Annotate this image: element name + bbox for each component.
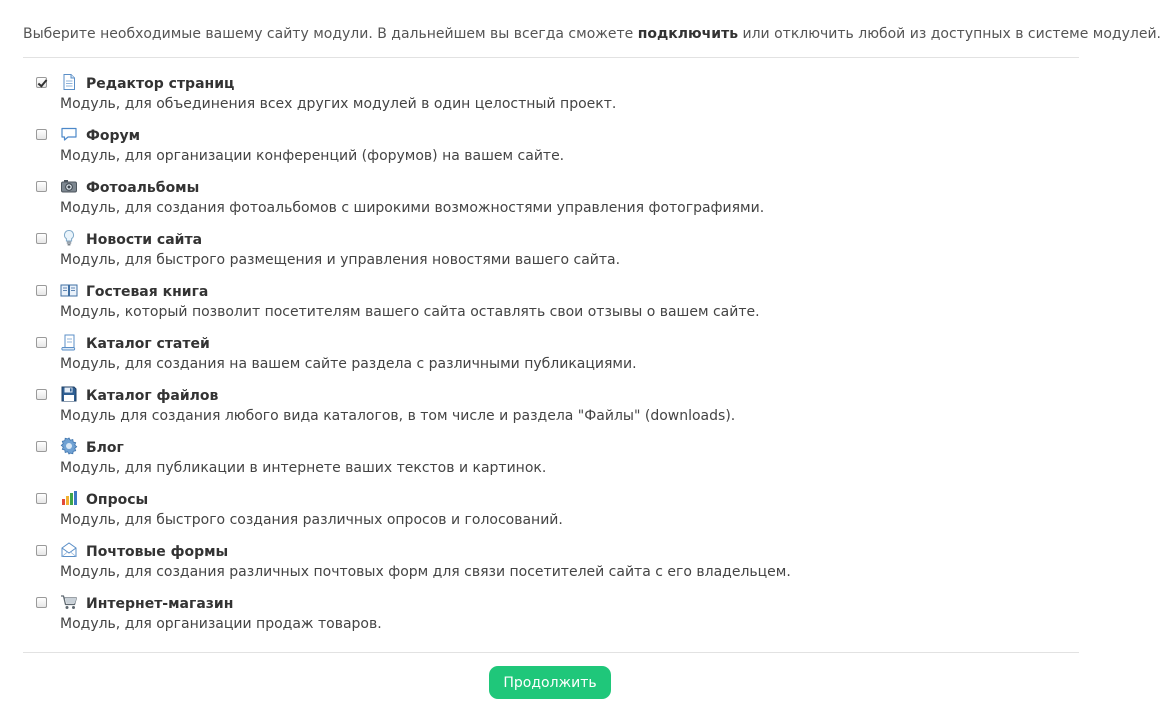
module-checkbox[interactable] (36, 181, 47, 192)
module-description: Модуль, для публикации в интернете ваших текстов и картинок. (60, 460, 547, 476)
module-checkbox[interactable] (36, 545, 47, 556)
module-description: Модуль, для быстрого создания различных опросов и голосований. (60, 512, 563, 528)
module-site-news (23, 228, 1079, 280)
module-description: Модуль, для быстрого размещения и управления новостями вашего сайта. (60, 252, 621, 268)
module-description: Модуль, для организации конференций (форумов) на вашем сайте. (60, 148, 565, 164)
module-title: Блог (86, 440, 124, 456)
intro-text-end: или отключить любой из доступных в системе модулей. (738, 26, 1161, 42)
bottom-divider (23, 652, 1079, 653)
top-divider (23, 57, 1079, 58)
module-title: Гостевая книга (86, 284, 209, 300)
module-online-shop (23, 592, 1079, 644)
module-files-catalog (23, 384, 1079, 436)
gear-icon (60, 437, 78, 455)
module-checkbox[interactable] (36, 337, 47, 348)
module-photo-albums (23, 176, 1079, 228)
module-title: Фотоальбомы (86, 180, 200, 196)
module-checkbox[interactable] (36, 285, 47, 296)
module-title: Форум (86, 128, 141, 144)
module-title: Опросы (86, 492, 149, 508)
module-description: Модуль, который позволит посетителям вашего сайта оставлять свои отзывы о вашем сайте. (60, 304, 760, 320)
envelope-icon (60, 541, 78, 559)
module-description: Модуль для создания любого вида каталогов, в том числе и раздела "Файлы" (downloads). (60, 408, 736, 424)
module-guestbook (23, 280, 1079, 332)
module-mail-forms (23, 540, 1079, 592)
bar-chart-icon (60, 489, 78, 507)
module-articles-catalog (23, 332, 1079, 384)
module-polls (23, 488, 1079, 540)
scroll-icon (60, 333, 78, 351)
module-title: Почтовые формы (86, 544, 229, 560)
module-title: Каталог статей (86, 336, 210, 352)
module-title: Каталог файлов (86, 388, 219, 404)
module-title: Интернет-магазин (86, 596, 234, 612)
shopping-cart-icon (60, 593, 78, 611)
camera-icon (60, 177, 78, 195)
continue-button[interactable]: Продолжить (489, 666, 611, 699)
intro-text-start: Выберите необходимые вашему сайту модули. В дальнейшем вы всегда сможете (23, 26, 638, 42)
module-description: Модуль, для создания различных почтовых форм для связи посетителей сайта с его владельцем. (60, 564, 791, 580)
module-title: Новости сайта (86, 232, 203, 248)
module-checkbox[interactable] (36, 597, 47, 608)
book-icon (60, 281, 78, 299)
module-page-editor (23, 72, 1079, 124)
speech-bubble-icon (60, 125, 78, 143)
intro-text (23, 24, 1161, 44)
module-description: Модуль, для создания на вашем сайте раздела с различными публикациями. (60, 356, 637, 372)
module-checkbox[interactable] (36, 441, 47, 452)
lightbulb-icon (60, 229, 78, 247)
intro-text-bold: подключить (637, 26, 739, 42)
module-forum (23, 124, 1079, 176)
module-checkbox[interactable] (36, 493, 47, 504)
module-description: Модуль, для объединения всех других модулей в один целостный проект. (60, 96, 617, 112)
module-checkbox[interactable] (36, 233, 47, 244)
module-description: Модуль, для создания фотоальбомов с широкими возможностями управления фотографиями. (60, 200, 765, 216)
module-blog (23, 436, 1079, 488)
module-checkbox[interactable] (36, 389, 47, 400)
floppy-disk-icon (60, 385, 78, 403)
module-checkbox[interactable] (36, 129, 47, 140)
module-checkbox[interactable] (36, 77, 47, 88)
module-description: Модуль, для организации продаж товаров. (60, 616, 382, 632)
module-list (23, 72, 1079, 644)
page-icon (60, 73, 78, 91)
module-title: Редактор страниц (86, 76, 235, 92)
